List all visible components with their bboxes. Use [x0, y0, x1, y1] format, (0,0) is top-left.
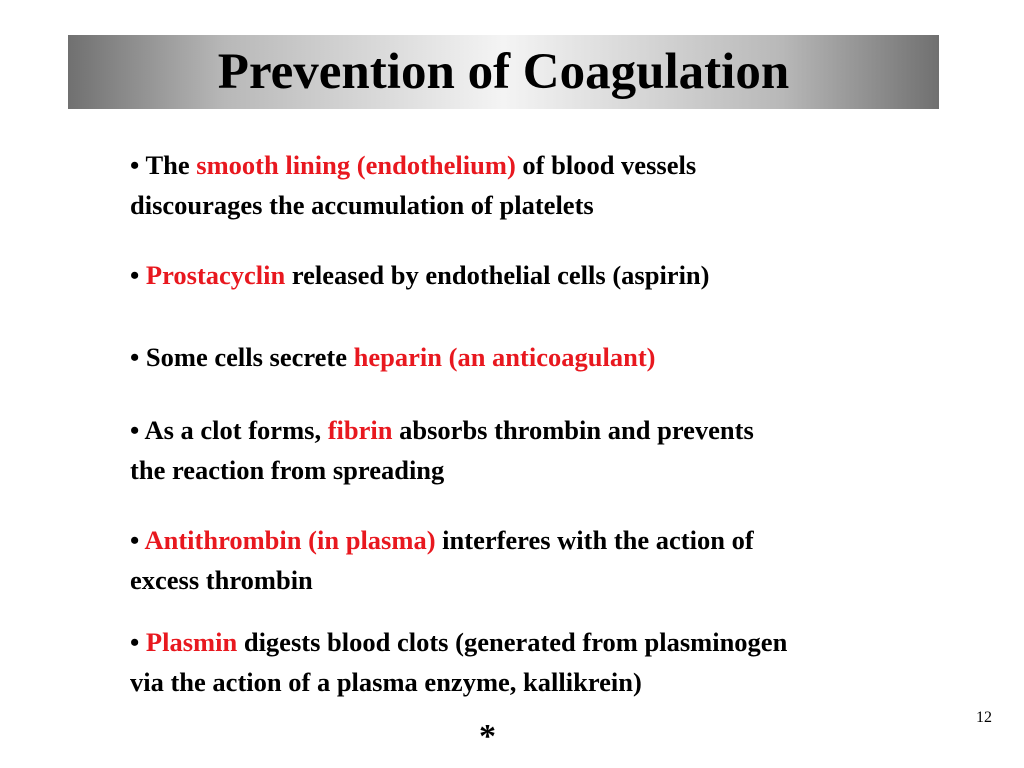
bullet-text: Some cells secrete: [145, 342, 354, 372]
asterisk-icon: *: [479, 718, 496, 755]
bullet-marker: •: [130, 627, 140, 657]
bullet-highlight: fibrin: [327, 415, 393, 445]
bullet-line: [130, 520, 754, 560]
bullet-line: [130, 337, 655, 377]
bullet-text: digests blood clots (generated from plasminogen: [237, 627, 788, 657]
bullet-line: [130, 145, 696, 185]
bullet-line: the reaction from spreading: [130, 455, 445, 485]
slide-title: Prevention of Coagulation: [217, 43, 790, 100]
bullet-heparin: [130, 337, 655, 377]
bullet-line: excess thrombin: [130, 565, 313, 595]
bullet-highlight: Prostacyclin: [145, 260, 286, 290]
bullet-text: absorbs thrombin and prevents: [392, 415, 754, 445]
bullet-text: As a clot forms,: [144, 415, 328, 445]
bullet-endothelium: [130, 145, 696, 225]
bullet-line: [130, 622, 787, 662]
title-bar: [68, 35, 939, 109]
bullet-prostacyclin: [130, 255, 710, 295]
bullet-highlight: Antithrombin (in plasma): [144, 525, 436, 555]
bullet-marker: •: [130, 342, 140, 372]
bullet-line: [130, 410, 754, 450]
bullet-highlight: Plasmin: [145, 627, 238, 657]
bullet-fibrin: [130, 410, 754, 490]
bullet-line: [130, 255, 710, 295]
bullet-highlight: heparin (an anticoagulant): [353, 342, 656, 372]
bullet-marker: •: [130, 150, 140, 180]
bullet-text: interferes with the action of: [435, 525, 754, 555]
bullet-plasmin: [130, 622, 787, 702]
bullet-text: released by endothelial cells (aspirin): [285, 260, 710, 290]
bullet-marker: •: [130, 525, 140, 555]
bullet-text: The: [145, 150, 197, 180]
bullet-marker: •: [130, 260, 140, 290]
bullet-marker: •: [130, 415, 140, 445]
bullet-text: of blood vessels: [515, 150, 697, 180]
bullet-line: discourages the accumulation of platelets: [130, 190, 594, 220]
page-number: 12: [976, 709, 992, 726]
bullet-line: via the action of a plasma enzyme, kallikrein): [130, 667, 642, 697]
bullet-antithrombin: [130, 520, 754, 600]
bullet-highlight: smooth lining (endothelium): [196, 150, 516, 180]
